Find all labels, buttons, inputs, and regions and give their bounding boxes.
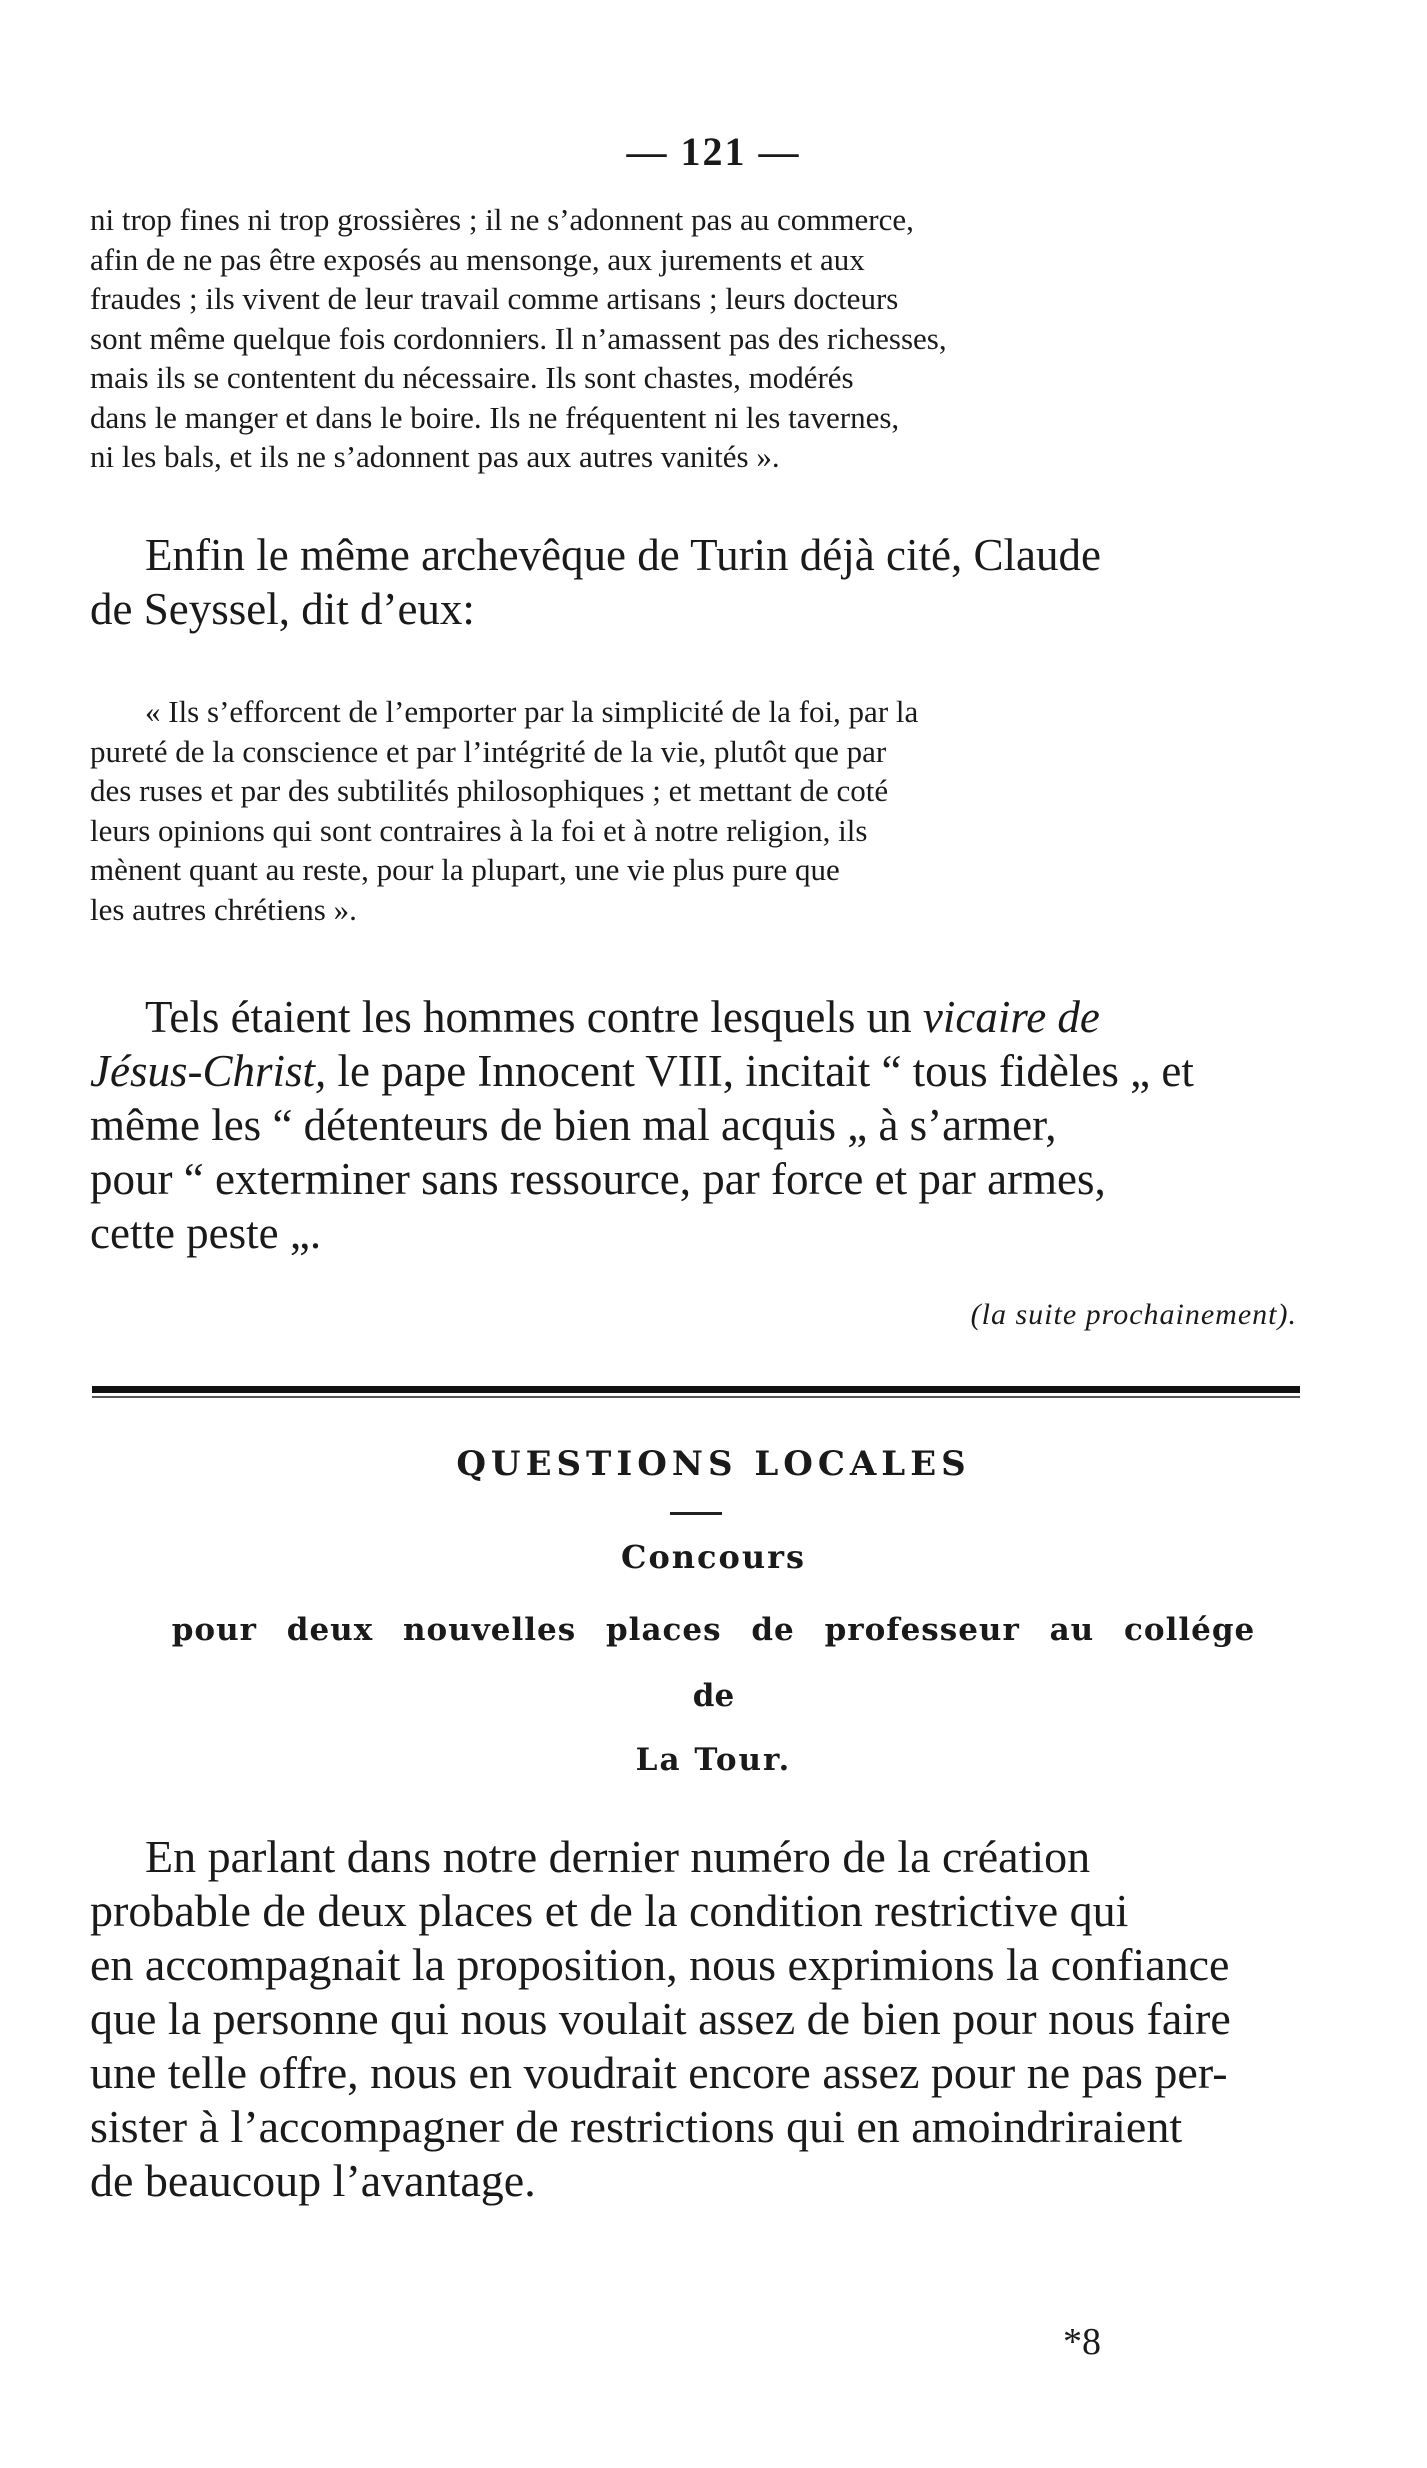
text-line: les autres chrétiens ». (90, 891, 357, 927)
text-line: ni les bals, et ils ne s’adonnent pas aux autres vanités ». (90, 439, 780, 474)
section-subtitle: Concours (620, 1538, 807, 1576)
text-line (90, 990, 1300, 1044)
text-line: sister à l’accompagner de restrictions qui en amoindriraient (90, 2101, 1183, 2152)
text-line: fraudes ; ils vivent de leur travail comme artisans ; leurs docteurs (90, 281, 899, 316)
text-line: probable de deux places et de la condition restrictive qui (90, 1885, 1129, 1936)
text-line: de beaucoup l’avantage. (90, 2155, 536, 2206)
italic-text: vicaire de (922, 992, 1100, 1042)
text-line: une telle offre, nous en voudrait encore assez pour ne pas per- (90, 2047, 1228, 2098)
text-line: pureté de la conscience et par l’intégrité de la vie, plutôt que par (90, 733, 887, 769)
section-subheading: pour deux nouvelles places de professeur au collége (171, 1612, 1256, 1648)
text-line: dans le manger et dans le boire. Ils ne fréquentent ni les tavernes, (90, 399, 900, 435)
quote-intro (90, 528, 1300, 636)
text-line: même les “ détenteurs de bien mal acquis „ à s’armer, (90, 1100, 1057, 1150)
text-line: des ruses et par des subtilités philosophiques ; et mettant de coté (90, 773, 889, 808)
title-rule (670, 1512, 722, 1515)
text-line: afin de ne pas être exposés au mensonge, aux jurements et aux (90, 241, 865, 277)
text-line (90, 1044, 1300, 1098)
top-paragraph (90, 200, 1300, 477)
paragraph-tels (90, 990, 1300, 1260)
text-line: en accompagnait la proposition, nous exprimions la confiance (90, 1939, 1230, 1990)
text-line: Enfin le même archevêque de Turin déjà cité, Claude (145, 530, 1101, 580)
section-subheading: La Tour. (635, 1742, 792, 1778)
section-title: QUESTIONS LOCALES (456, 1444, 971, 1484)
italic-text: Jésus-Christ, (90, 1046, 327, 1096)
page-number: — 121 — (626, 129, 801, 174)
text-line: « Ils s’efforcent de l’emporter par la simplicité de la foi, par la (145, 694, 919, 729)
text-line: ni trop fines ni trop grossières ; il ne s’adonnent pas au commerce, (90, 202, 914, 237)
text-line: cette peste „. (90, 1208, 322, 1258)
text-line: sont même quelque fois cordonniers. Il n’amassent pas des richesses, (90, 320, 947, 356)
text-run: le pape Innocent VIII, incitait “ tous fidèles „ et (326, 1046, 1194, 1096)
text-line: En parlant dans notre dernier numéro de la création (145, 1831, 1091, 1882)
text-line: leurs opinions qui sont contraires à la foi et à notre religion, ils (90, 812, 868, 848)
section-divider (92, 1386, 1300, 1393)
text-line: que la personne qui nous voulait assez de bien pour nous faire (90, 1993, 1231, 2044)
text-line: de Seyssel, dit d’eux: (90, 584, 475, 634)
continuation-note: (la suite prochainement). (970, 1298, 1297, 1331)
text-line: mais ils se contentent du nécessaire. Ils sont chastes, modérés (90, 360, 854, 395)
final-paragraph (90, 1830, 1300, 2208)
text-run: Tels étaient les hommes contre lesquels un (145, 992, 923, 1042)
signature-mark: *8 (1063, 2321, 1101, 2363)
section-subheading: de (692, 1678, 735, 1714)
text-line: pour “ exterminer sans ressource, par force et par armes, (90, 1154, 1106, 1204)
section-divider-thin (92, 1396, 1300, 1398)
quotation (90, 692, 1300, 929)
text-line: mènent quant au reste, pour la plupart, une vie plus pure que (90, 852, 840, 887)
